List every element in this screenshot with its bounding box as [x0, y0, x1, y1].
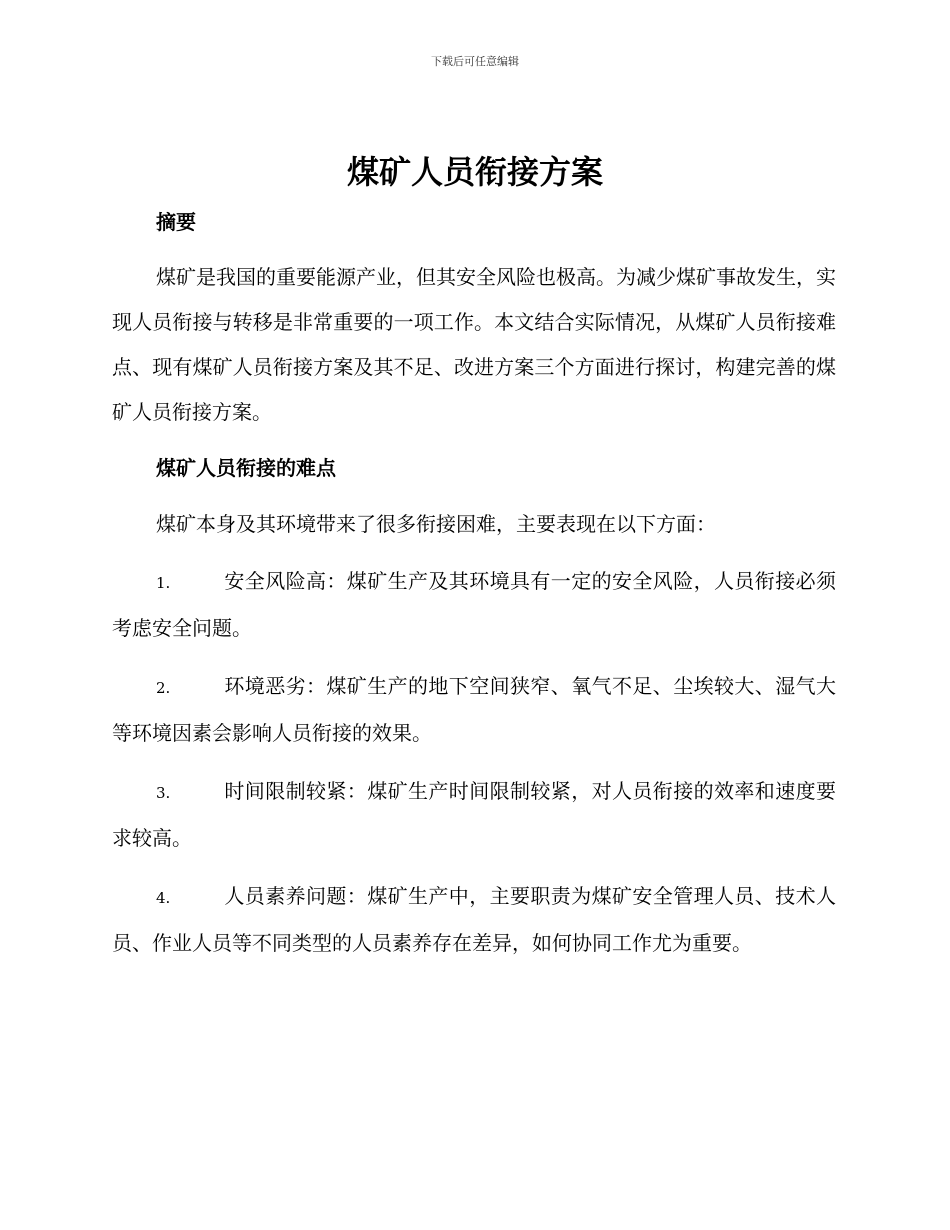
list-item: [112, 664, 836, 756]
abstract-heading: 摘要: [156, 210, 196, 234]
difficulties-intro: 煤矿本身及其环境带来了很多衔接困难，主要表现在以下方面：: [156, 512, 716, 536]
list-item: [112, 559, 836, 651]
document-title: 煤矿人员衔接方案: [346, 153, 603, 191]
list-item-number: 3.: [156, 784, 171, 802]
list-item-number: 4.: [156, 889, 171, 907]
list-item: [112, 874, 836, 966]
list-item-number: 2.: [156, 679, 171, 697]
list-item: [112, 769, 836, 861]
list-item-text: 环境恶劣：煤矿生产的地下空间狭窄、氧气不足、尘埃较大、湿气大等环境因素会影响人员衔接的效果。: [112, 674, 836, 745]
difficulties-heading: 煤矿人员衔接的难点: [156, 456, 336, 480]
list-item-text: 时间限制较紧：煤矿生产时间限制较紧，对人员衔接的效率和速度要求较高。: [112, 779, 836, 850]
list-item-number: 1.: [156, 574, 171, 592]
difficulties-list: [112, 559, 836, 966]
header-note: 下载后可任意编辑: [431, 55, 519, 68]
abstract-paragraph: 煤矿是我国的重要能源产业，但其安全风险也极高。为减少煤矿事故发生，实现人员衔接与转移是非常重要的一项工作。本文结合实际情况，从煤矿人员衔接难点、现有煤矿人员衔接方案及其不足、改进方案三个方面进行探讨，构建完善的煤矿人员衔接方案。: [112, 265, 836, 424]
document-body: [112, 200, 836, 979]
list-item-text: 安全风险高：煤矿生产及其环境具有一定的安全风险，人员衔接必须考虑安全问题。: [112, 569, 836, 640]
list-item-text: 人员素养问题：煤矿生产中，主要职责为煤矿安全管理人员、技术人员、作业人员等不同类型的人员素养存在差异，如何协同工作尤为重要。: [112, 884, 836, 955]
